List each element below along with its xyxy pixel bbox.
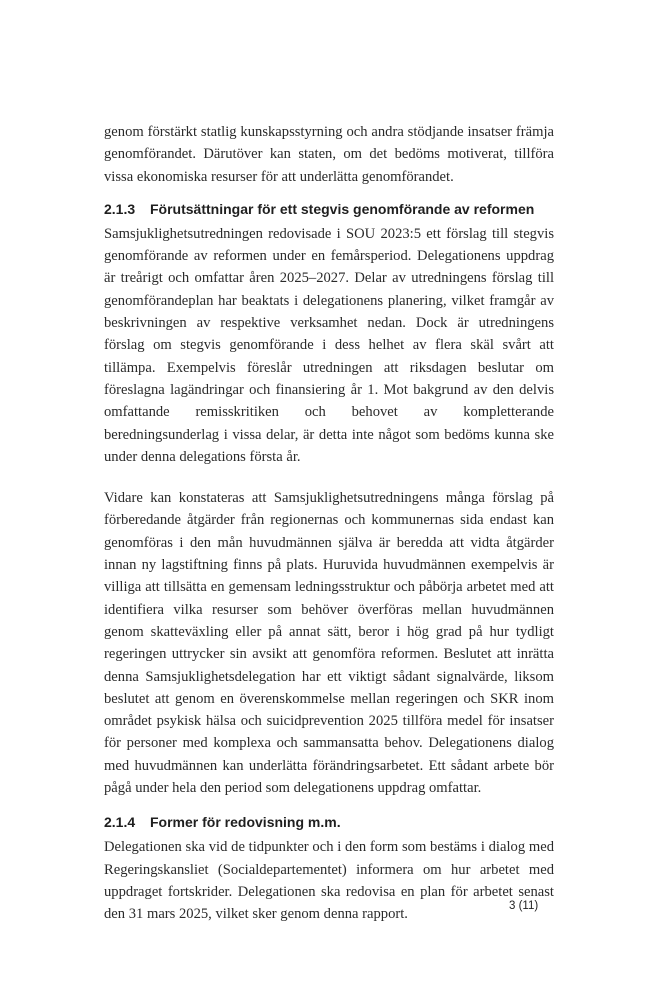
document-page (104, 121, 554, 926)
section-number: 2.1.4 (104, 814, 136, 831)
paragraph-stepwise-implementation: Samsjuklighetsutredningen redovisade i SOU 2023:5 ett förslag till stegvis genomförande av reformen under en femårsperiod. Delegationens uppdrag är treårigt och omfattar åren 2025–2027. Delar av utredningens förslag till genomförandeplan har beaktats i delegationens planering, vilket framgår av beskrivningen av respektive verksamhet nedan. Dock är utredningens förslag om stegvis genomförande i dess helhet av flera skäl svårt att tillämpa. Exempelvis föreslår utredningen att riksdagen beslutar om föreslagna lagändringar och finansiering år 1. Mot bakgrund av den delvis omfattande remisskritiken och behovet av kompletterande beredningsunderlag i vissa delar, är detta inte något som bedöms kunna ske under denna delegations första år. (104, 225, 554, 465)
page-number: 3 (11) (509, 900, 539, 912)
section-heading-2-1-3 (104, 201, 554, 217)
paragraph-reporting: Delegationen ska vid de tidpunkter och i den form som bestäms i dialog med Regeringskansliet (Socialdepartementet) informera om hur arbetet med uppdraget fortskrider. Delegationen ska redovisa en plan för arbetet senast den 31 mars 2025, vilket sker genom denna rapport. (104, 839, 554, 923)
section-heading-2-1-4 (104, 814, 554, 830)
paragraph-preparatory-measures: Vidare kan konstateras att Samsjuklighetsutredningens många förslag på förberedande åtgärder från regionernas och kommunernas sida endast kan genomföras i den mån huvudmännen själva är beredda att vidta åtgärder innan ny lagstiftning finns på plats. Huruvida huvudmännen exempelvis är villiga att tillsätta en gemensam ledningsstruktur och påbörja arbetet med att identifiera vilka resurser som behöver överföras mellan huvudmännen genom skatteväxling eller på annat sätt, beror i hög grad på hur tydligt regeringen uttrycker sin avsikt att genomföra reformen. Beslutet att inrätta denna Samsjuklighetsdelegation har ett viktigt sådant signalvärde, liksom beslutet att genom en överenskommelse mellan regeringen och SKR inom området psykisk hälsa och suicidprevention 2025 tillföra medel för insatser för personer med komplexa och sammansatta behov. Delegationens dialog med huvudmännen kan underlätta förändringsarbetet. Ett sådant arbete bör pågå under hela den period som delegationens uppdrag omfattar. (104, 490, 554, 797)
section-number: 2.1.3 (104, 200, 136, 217)
section-title: Former för redovisning m.m. (150, 814, 341, 831)
paragraph-intro: genom förstärkt statlig kunskapsstyrning och andra stödjande insatser främja genomförandet. Därutöver kan staten, om det bedöms motiverat, tillföra vissa ekonomiska resurser för att underlätta genomförandet. (104, 124, 554, 185)
section-title: Förutsättningar för ett stegvis genomförande av reformen (150, 200, 535, 217)
